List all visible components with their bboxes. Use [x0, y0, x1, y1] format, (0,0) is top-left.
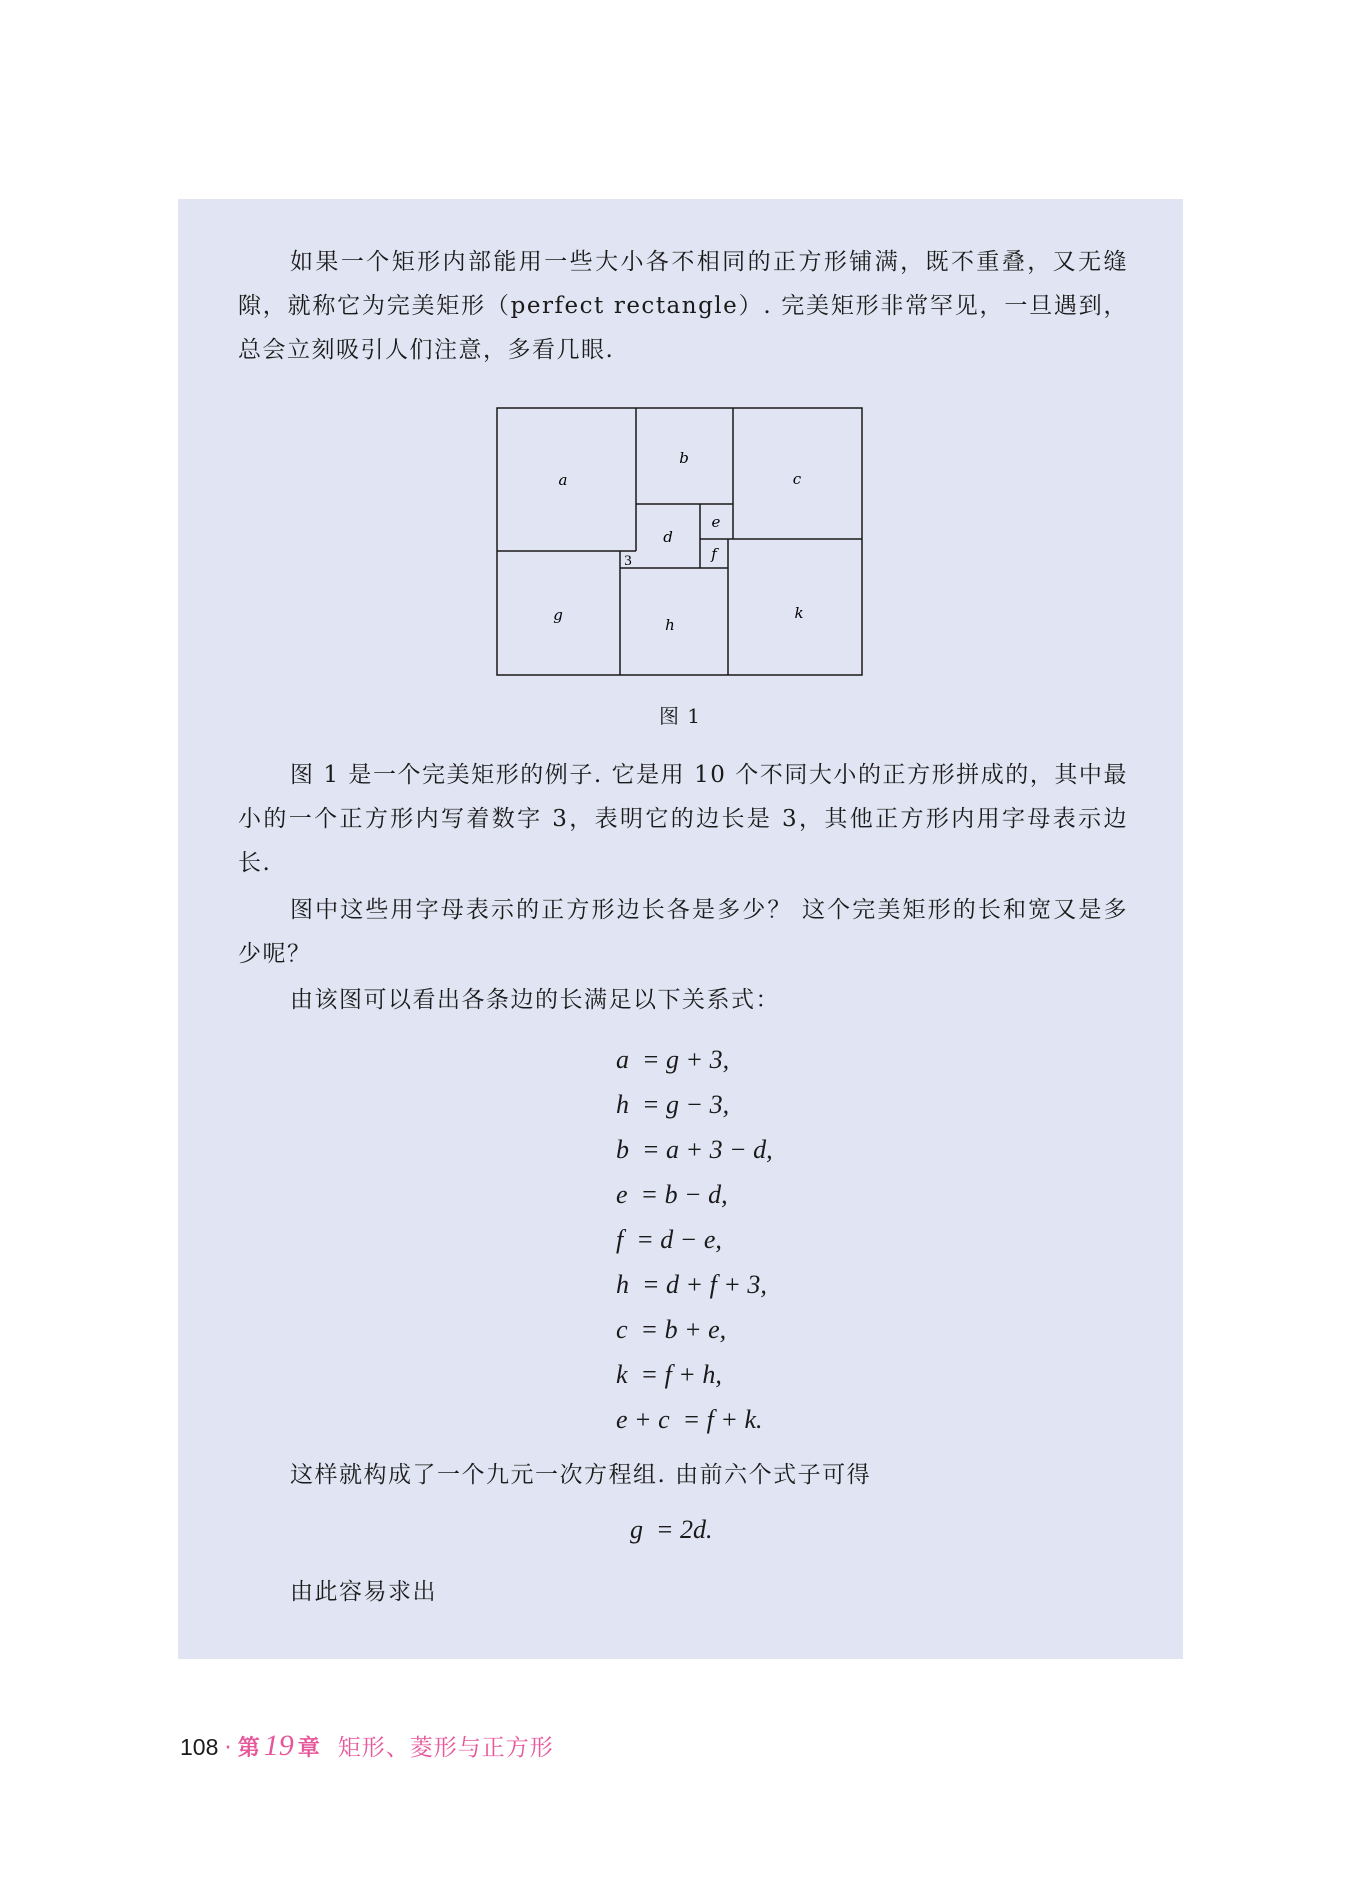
equation-line: h = g − 3, [616, 1090, 730, 1119]
label-a: a [558, 471, 568, 489]
derived-equation: g = 2d. [630, 1515, 713, 1544]
label-f: f [711, 545, 717, 563]
label-g: g [553, 606, 563, 624]
solve-paragraph: 由此容易求出 [290, 1579, 437, 1605]
equation-line: c = b + e, [616, 1315, 727, 1344]
label-e: e [711, 513, 721, 531]
perfect-rectangle-figure [0, 0, 1360, 700]
figure-caption: 图 1 [658, 704, 702, 728]
label-c: c [792, 470, 802, 488]
question-paragraph: 图中这些用字母表示的正方形边长各是多少？ 这个完美矩形的长和宽又是多少呢？ [238, 897, 1128, 967]
equation-line: e = b − d, [616, 1180, 728, 1209]
chapter-number: 19 [263, 1729, 294, 1762]
equation-line: h = d + f + 3, [616, 1270, 767, 1299]
intro-paragraph: 如果一个矩形内部能用一些大小各不相同的正方形铺满，既不重叠，又无缝隙，就称它为完美矩形（perfect rectangle）. 完美矩形非常罕见，一旦遇到，总会立刻吸引人们注意，多看几眼. [238, 249, 1128, 363]
chapter-suffix: 章 [297, 1736, 320, 1761]
label-3: 3 [624, 553, 632, 569]
chapter-title: 矩形、菱形与正方形 [337, 1735, 554, 1761]
label-h: h [665, 616, 675, 634]
label-k: k [794, 604, 804, 622]
label-b: b [679, 449, 689, 467]
page-number: 108 [180, 1734, 219, 1760]
equation-system [616, 1037, 773, 1442]
equation-line: f = d − e, [616, 1225, 722, 1254]
system-paragraph: 这样就构成了一个九元一次方程组. 由前六个式子可得 [290, 1462, 872, 1488]
equation-line: k = f + h, [616, 1360, 722, 1389]
label-d: d [663, 528, 673, 546]
relations-paragraph: 由该图可以看出各条边的长满足以下关系式： [290, 987, 780, 1013]
separator-dot: · [224, 1735, 232, 1761]
equation-line: e + c = f + k. [616, 1405, 763, 1434]
chapter-prefix: 第 [237, 1736, 260, 1761]
equation-line: a = g + 3, [616, 1045, 730, 1074]
example-paragraph: 图 1 是一个完美矩形的例子. 它是用 10 个不同大小的正方形拼成的，其中最小的一个正方形内写着数字 3，表明它的边长是 3，其他正方形内用字母表示边长. [238, 762, 1128, 876]
page-footer [180, 1726, 554, 1766]
equation-line: b = a + 3 − d, [616, 1135, 773, 1164]
